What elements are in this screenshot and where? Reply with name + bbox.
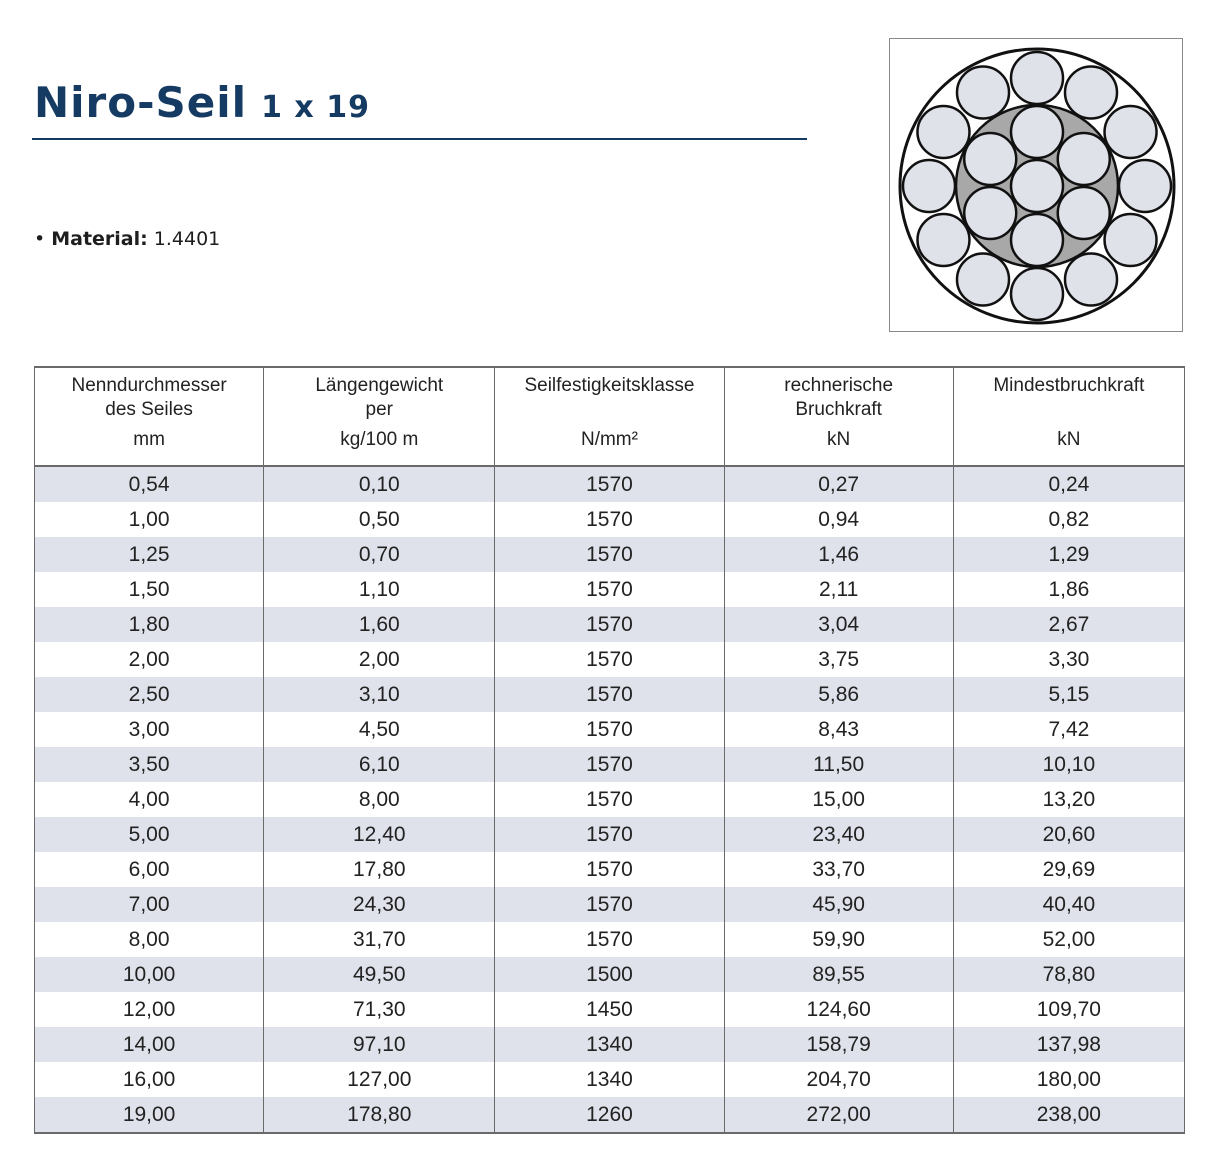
table-row xyxy=(35,1027,1185,1062)
table-cell: 5,86 xyxy=(724,677,953,712)
table-cell: 1,46 xyxy=(724,537,953,572)
rope-wire xyxy=(903,160,955,212)
table-cell: 8,00 xyxy=(35,922,264,957)
table-cell: 1340 xyxy=(495,1027,724,1062)
table-cell: 0,50 xyxy=(264,502,495,537)
table-cell: 5,15 xyxy=(953,677,1184,712)
table-cell: 2,00 xyxy=(264,642,495,677)
table-row xyxy=(35,957,1185,992)
table-cell: 4,50 xyxy=(264,712,495,747)
table-cell: 2,11 xyxy=(724,572,953,607)
table-cell: 1340 xyxy=(495,1062,724,1097)
table-cell: 5,00 xyxy=(35,817,264,852)
rope-wire xyxy=(964,133,1016,185)
table-cell: 23,40 xyxy=(724,817,953,852)
table-row xyxy=(35,747,1185,782)
column-header-label xyxy=(35,368,263,424)
column-header-label xyxy=(954,368,1184,424)
table-cell: 1,00 xyxy=(35,502,264,537)
rope-wire xyxy=(1011,106,1063,158)
table-cell: 12,00 xyxy=(35,992,264,1027)
table-cell: 124,60 xyxy=(724,992,953,1027)
table-cell: 1570 xyxy=(495,817,724,852)
table-cell: 97,10 xyxy=(264,1027,495,1062)
table-cell: 0,94 xyxy=(724,502,953,537)
table-row xyxy=(35,852,1185,887)
table-row xyxy=(35,466,1185,502)
table-cell: 4,00 xyxy=(35,782,264,817)
table-cell: 0,27 xyxy=(724,466,953,502)
table-cell: 8,00 xyxy=(264,782,495,817)
table-row xyxy=(35,502,1185,537)
table-cell: 3,30 xyxy=(953,642,1184,677)
table-cell: 1570 xyxy=(495,922,724,957)
table-cell: 1,25 xyxy=(35,537,264,572)
table-cell: 52,00 xyxy=(953,922,1184,957)
table-row xyxy=(35,782,1185,817)
table-row xyxy=(35,677,1185,712)
table-cell: 40,40 xyxy=(953,887,1184,922)
table-cell: 158,79 xyxy=(724,1027,953,1062)
table-cell: 1,86 xyxy=(953,572,1184,607)
material-label: Material: xyxy=(51,228,148,250)
rope-wire xyxy=(1058,187,1110,239)
column-header xyxy=(495,367,724,466)
rope-wire xyxy=(1011,52,1063,104)
table-row xyxy=(35,922,1185,957)
table-cell: 1,60 xyxy=(264,607,495,642)
table-cell: 45,90 xyxy=(724,887,953,922)
table-cell: 11,50 xyxy=(724,747,953,782)
column-header-line: Nenndurchmesser xyxy=(71,375,227,396)
rope-wire xyxy=(1119,160,1171,212)
column-header-line: des Seiles xyxy=(105,399,193,420)
table-row xyxy=(35,712,1185,747)
table-cell: 78,80 xyxy=(953,957,1184,992)
table-cell: 180,00 xyxy=(953,1062,1184,1097)
table-cell: 1260 xyxy=(495,1097,724,1133)
rope-wire xyxy=(1011,160,1063,212)
table-cell: 0,82 xyxy=(953,502,1184,537)
table-row xyxy=(35,1062,1185,1097)
table-cell: 15,00 xyxy=(724,782,953,817)
bullet: • xyxy=(34,228,46,250)
rope-wire xyxy=(1105,214,1157,266)
column-unit: mm xyxy=(133,429,165,450)
table-cell: 1570 xyxy=(495,642,724,677)
table-cell: 238,00 xyxy=(953,1097,1184,1133)
table-cell: 20,60 xyxy=(953,817,1184,852)
table-row xyxy=(35,572,1185,607)
table-cell: 1570 xyxy=(495,712,724,747)
table-cell: 2,67 xyxy=(953,607,1184,642)
title-sub: 1 x 19 xyxy=(261,90,370,125)
table-cell: 1,50 xyxy=(35,572,264,607)
table-cell: 24,30 xyxy=(264,887,495,922)
table-cell: 1,29 xyxy=(953,537,1184,572)
table-cell: 2,50 xyxy=(35,677,264,712)
column-header-label xyxy=(725,368,953,424)
table-cell: 3,00 xyxy=(35,712,264,747)
rope-wire xyxy=(957,254,1009,306)
table-cell: 6,10 xyxy=(264,747,495,782)
column-header xyxy=(35,367,264,466)
table-cell: 3,75 xyxy=(724,642,953,677)
rope-wire xyxy=(1058,133,1110,185)
table-cell: 204,70 xyxy=(724,1062,953,1097)
table-cell: 127,00 xyxy=(264,1062,495,1097)
table-cell: 1,80 xyxy=(35,607,264,642)
table-cell: 0,54 xyxy=(35,466,264,502)
table-cell: 8,43 xyxy=(724,712,953,747)
rope-diagram xyxy=(889,38,1183,332)
column-unit: kN xyxy=(1057,429,1081,450)
specs-table xyxy=(34,366,1185,1134)
table-cell: 1,10 xyxy=(264,572,495,607)
table-cell: 10,10 xyxy=(953,747,1184,782)
title-divider xyxy=(32,138,807,140)
table-cell: 1570 xyxy=(495,887,724,922)
table-cell: 178,80 xyxy=(264,1097,495,1133)
rope-wire xyxy=(1011,268,1063,320)
table-cell: 12,40 xyxy=(264,817,495,852)
column-unit: kN xyxy=(827,429,851,450)
table-cell: 1570 xyxy=(495,607,724,642)
table-cell: 14,00 xyxy=(35,1027,264,1062)
table-cell: 1500 xyxy=(495,957,724,992)
table-cell: 19,00 xyxy=(35,1097,264,1133)
rope-cross-section-1x19-icon xyxy=(890,39,1182,331)
column-header-line: rechnerische xyxy=(784,375,894,396)
table-row xyxy=(35,537,1185,572)
table-body xyxy=(35,466,1185,1133)
page-title xyxy=(34,78,370,127)
rope-wire xyxy=(1011,214,1063,266)
title-main: Niro-Seil xyxy=(34,78,248,127)
table-row xyxy=(35,817,1185,852)
table-cell: 1570 xyxy=(495,537,724,572)
column-header-line: per xyxy=(365,399,394,420)
rope-wire xyxy=(917,106,969,158)
table-row xyxy=(35,607,1185,642)
table-cell: 7,42 xyxy=(953,712,1184,747)
table-cell: 1570 xyxy=(495,852,724,887)
table-row xyxy=(35,992,1185,1027)
table-cell: 3,50 xyxy=(35,747,264,782)
table-cell: 272,00 xyxy=(724,1097,953,1133)
column-header-line: Bruchkraft xyxy=(795,399,882,420)
rope-wire xyxy=(917,214,969,266)
column-header-line: Längengewicht xyxy=(315,375,444,396)
table-cell: 2,00 xyxy=(35,642,264,677)
table-cell: 17,80 xyxy=(264,852,495,887)
material-value: 1.4401 xyxy=(153,228,221,250)
rope-wire xyxy=(957,66,1009,118)
table-cell: 31,70 xyxy=(264,922,495,957)
table-cell: 1570 xyxy=(495,502,724,537)
column-header-line: Seilfestigkeitsklasse xyxy=(524,375,695,396)
table-cell: 3,04 xyxy=(724,607,953,642)
table-cell: 71,30 xyxy=(264,992,495,1027)
table-cell: 6,00 xyxy=(35,852,264,887)
table-cell: 33,70 xyxy=(724,852,953,887)
column-header-line: Mindestbruchkraft xyxy=(993,375,1145,396)
table-cell: 13,20 xyxy=(953,782,1184,817)
table-header-row xyxy=(35,367,1185,466)
table-cell: 1450 xyxy=(495,992,724,1027)
column-header xyxy=(264,367,495,466)
column-unit: N/mm² xyxy=(580,429,638,450)
rope-wire xyxy=(964,187,1016,239)
column-header-label xyxy=(495,368,723,424)
column-header xyxy=(724,367,953,466)
table-cell: 3,10 xyxy=(264,677,495,712)
table-cell: 89,55 xyxy=(724,957,953,992)
rope-wire xyxy=(1065,254,1117,306)
table-cell: 1570 xyxy=(495,677,724,712)
table-row xyxy=(35,642,1185,677)
table-cell: 16,00 xyxy=(35,1062,264,1097)
table-cell: 1570 xyxy=(495,572,724,607)
column-header xyxy=(953,367,1184,466)
table-cell: 0,24 xyxy=(953,466,1184,502)
table-cell: 109,70 xyxy=(953,992,1184,1027)
table-cell: 137,98 xyxy=(953,1027,1184,1062)
rope-wire xyxy=(1065,66,1117,118)
table-cell: 7,00 xyxy=(35,887,264,922)
table-cell: 0,10 xyxy=(264,466,495,502)
column-unit: kg/100 m xyxy=(340,429,419,450)
table-cell: 1570 xyxy=(495,747,724,782)
rope-wire xyxy=(1105,106,1157,158)
table-cell: 29,69 xyxy=(953,852,1184,887)
table-cell: 0,70 xyxy=(264,537,495,572)
column-header-label xyxy=(264,368,494,424)
table-cell: 1570 xyxy=(495,782,724,817)
table-cell: 10,00 xyxy=(35,957,264,992)
table-row xyxy=(35,1097,1185,1133)
table-cell: 59,90 xyxy=(724,922,953,957)
table-cell: 49,50 xyxy=(264,957,495,992)
table-cell: 1570 xyxy=(495,466,724,502)
table-row xyxy=(35,887,1185,922)
material-line xyxy=(34,228,220,250)
